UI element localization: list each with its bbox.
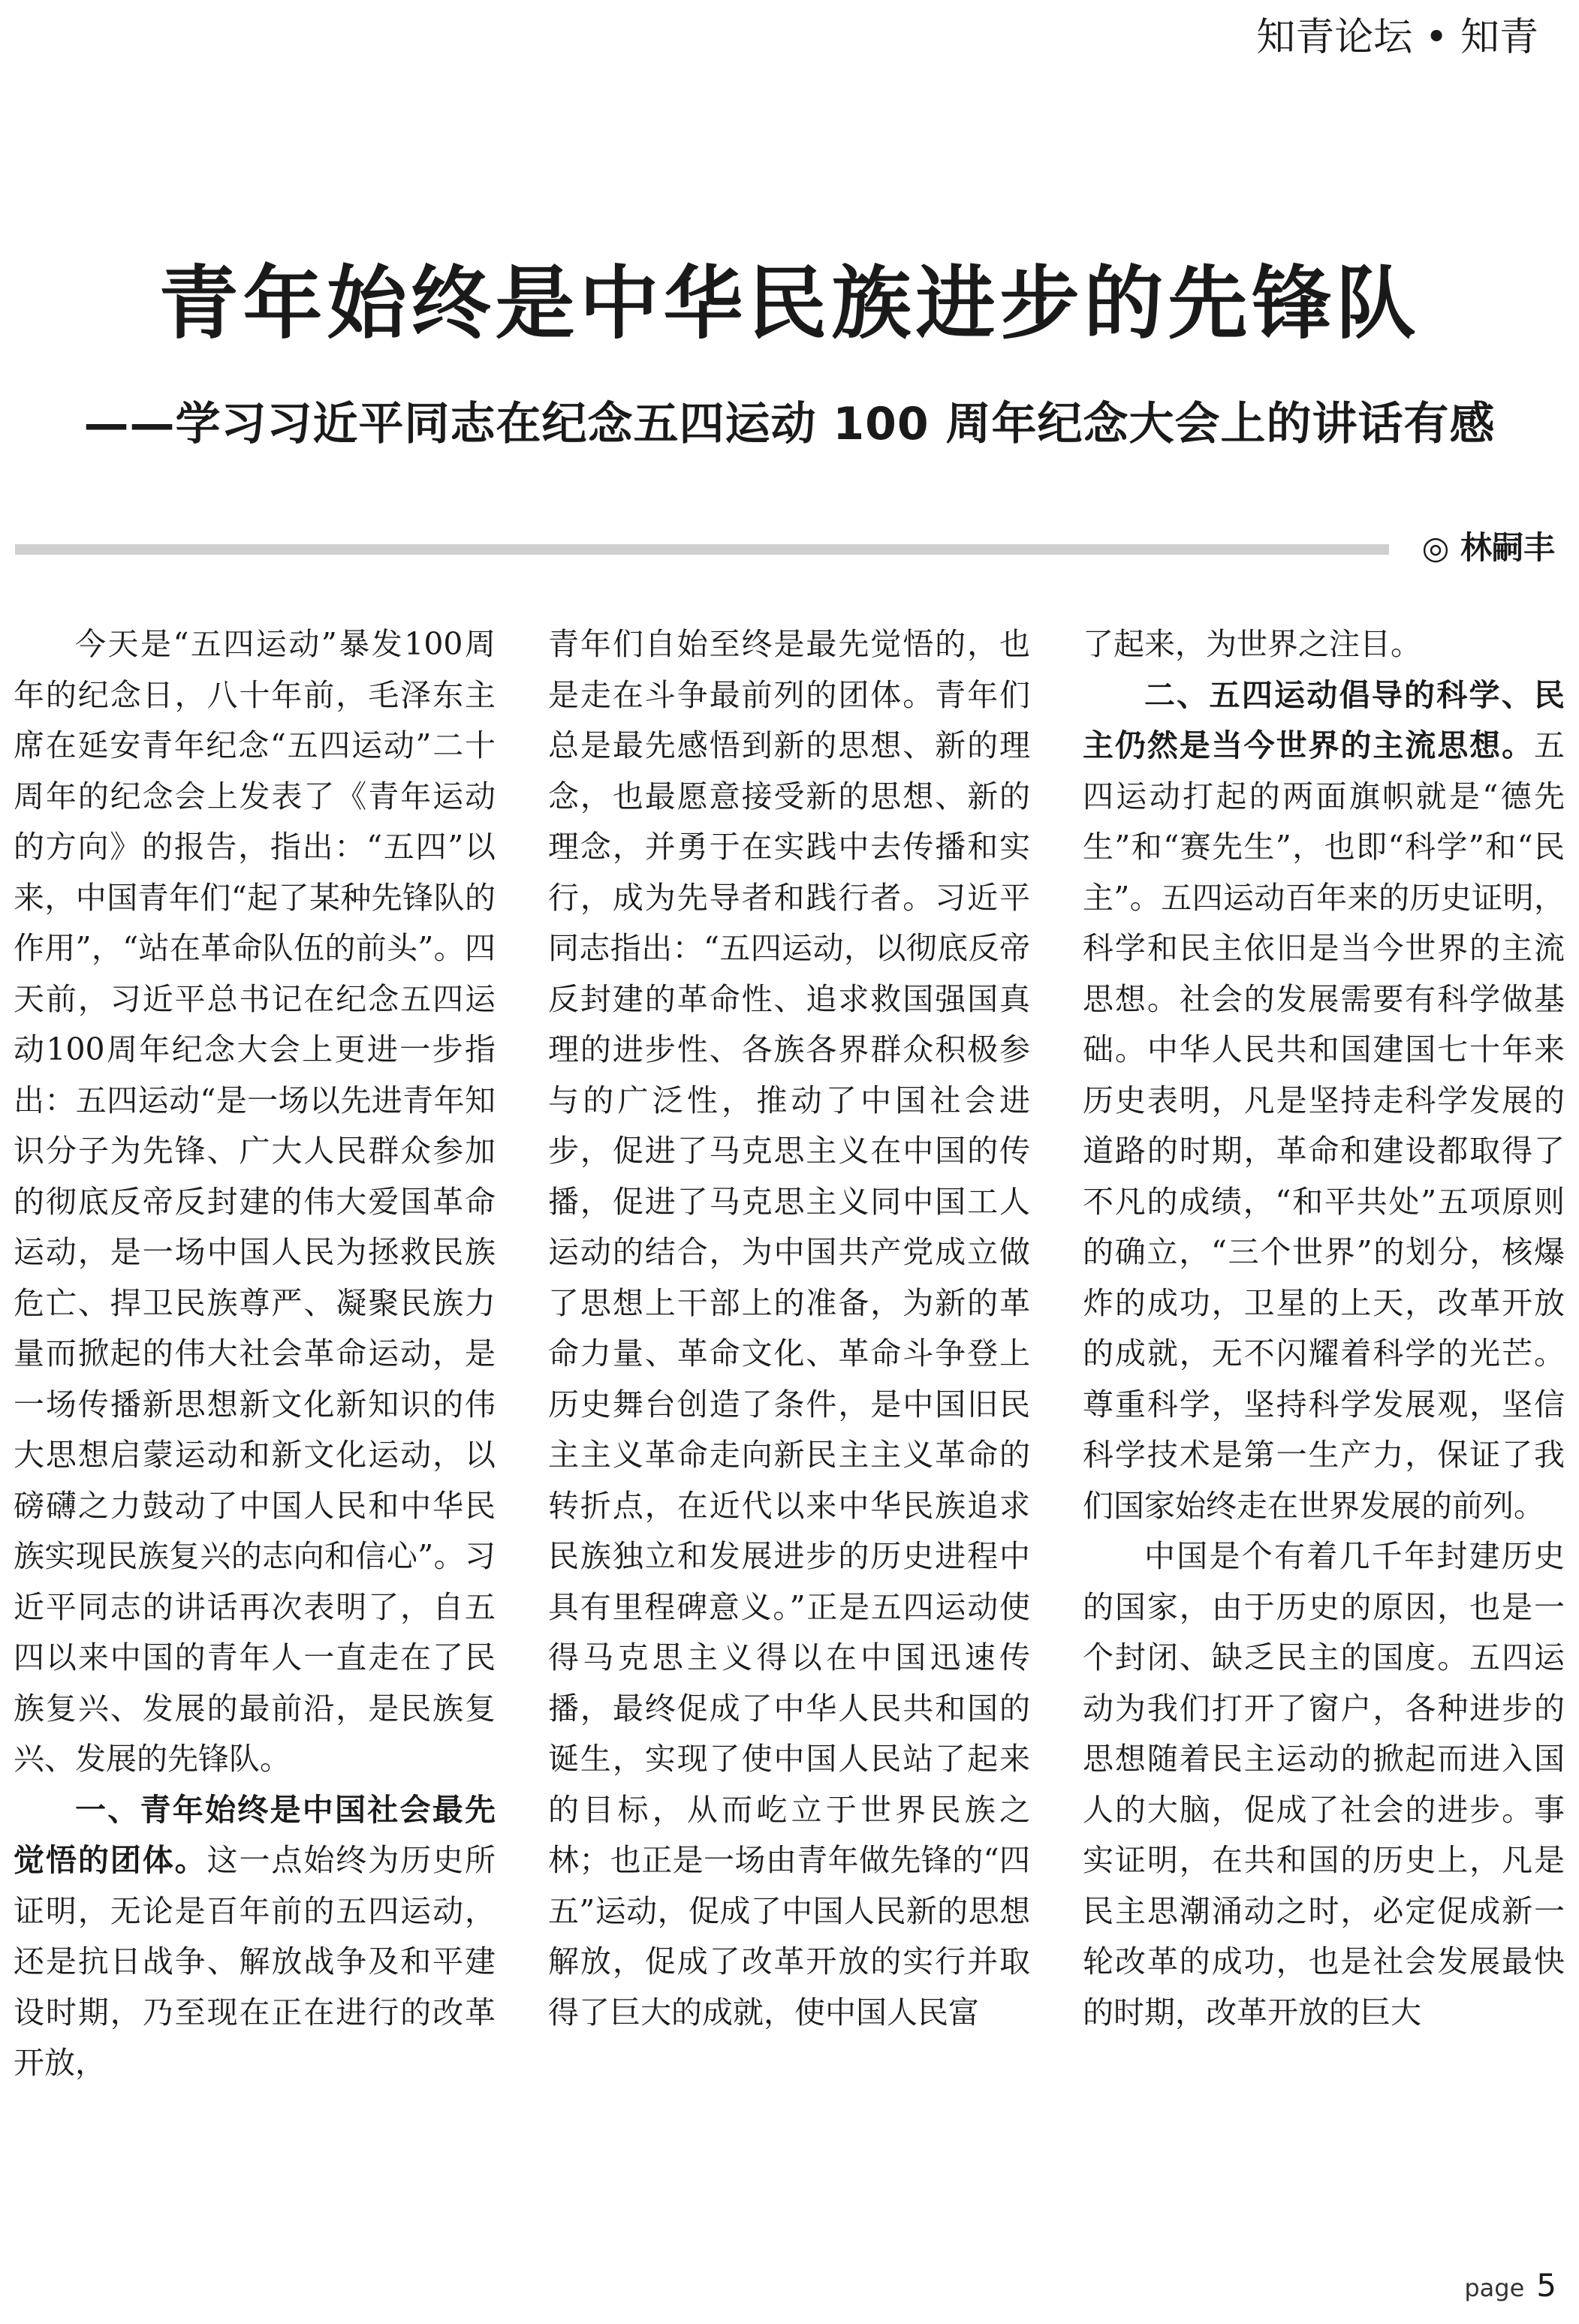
article-subtitle: ——学习习近平同志在纪念五四运动 100 周年纪念大会上的讲话有感 xyxy=(83,398,1496,450)
paragraph: 中国是个有着几千年封建历史的国家，由于历史的原因，也是一个封闭、缺乏民主的国度。五四运动为我们打开了窗户，各种进步的思想随着民主运动的掀起而进入国人的大脑，促成了社会的进步。事实证明，在共和国的历史上，凡是民主思潮涌动之时，必定促成新一轮改革的成功，也是社会发展最快的时期，改革开放的巨大 xyxy=(1083,1538,1565,2030)
paragraph: 了起来，为世界之注目。 xyxy=(1083,626,1421,662)
text-column-1 xyxy=(14,619,496,2203)
title-divider xyxy=(15,544,1389,555)
section-tag: 知青论坛 • 知青 xyxy=(1256,15,1538,60)
page-label: page xyxy=(1464,2274,1525,2302)
paragraph-with-heading xyxy=(1083,670,1565,1532)
author-byline: ◎ 林嗣丰 xyxy=(1421,529,1555,566)
section-heading-1: 一、青年始终是中国社会最先觉悟的团体。 xyxy=(14,1791,496,1878)
paragraph: 今天是“五四运动”暴发100周年的纪念日，八十年前，毛泽东主席在延安青年纪念“五四运动”二十周年的纪念会上发表了《青年运动的方向》的报告，指出：“五四”以来，中国青年们“起了某种先锋队的作用”，“站在革命队伍的前头”。四天前，习近平总书记在纪念五四运动100周年纪念大会上更进一步指出：五四运动“是一场以先进青年知识分子为先锋、广大人民群众参加的彻底反帝反封建的伟大爱国革命运动，是一场中国人民为拯救民族危亡、捍卫民族尊严、凝聚民族力量而掀起的伟大社会革命运动，是一场传播新思想新文化新知识的伟大思想启蒙运动和新文化运动，以磅礴之力鼓动了中国人民和中华民族实现民族复兴的志向和信心”。习近平同志的讲话再次表明了，自五四以来中国的青年人一直走在了民族复兴、发展的最前沿，是民族复兴、发展的先锋队。 xyxy=(14,626,496,1777)
article-title: 青年始终是中华民族进步的先锋队 xyxy=(158,257,1421,350)
page-number xyxy=(1464,2263,1556,2315)
paragraph: 青年们自始至终是最先觉悟的，也是走在斗争最前列的团体。青年们总是最先感悟到新的思想、新的理念，也最愿意接受新的思想、新的理念，并勇于在实践中去传播和实行，成为先导者和践行者。习近平同志指出：“五四运动，以彻底反帝反封建的革命性、追求救国强国真理的进步性、各族各界群众积极参与的广泛性，推动了中国社会进步，促进了马克思主义在中国的传播，促进了马克思主义同中国工人运动的结合，为中国共产党成立做了思想上干部上的准备，为新的革命力量、革命文化、革命斗争登上历史舞台创造了条件，是中国旧民主主义革命走向新民主主义革命的转折点，在近代以来中华民族追求民族独立和发展进步的历史进程中具有里程碑意义。”正是五四运动使得马克思主义得以在中国迅速传播，最终促成了中华人民共和国的诞生，实现了使中国人民站了起来的目标，从而屹立于世界民族之林；也正是一场由青年做先锋的“四五”运动，促成了中国人民新的思想解放，促成了改革开放的实行并取得了巨大的成就，使中国人民富 xyxy=(548,626,1030,2030)
paragraph-text: 这一点始终为历史所证明，无论是百年前的五四运动，还是抗日战争、解放战争及和平建设时期，乃至现在正在进行的改革开放， xyxy=(14,1842,496,2081)
article-body xyxy=(14,619,1565,2203)
paragraph-text: 五四运动打起的两面旗帜就是“德先生”和“赛先生”，也即“科学”和“民主”。五四运动百年来的历史证明，科学和民主依旧是当今世界的主流思想。社会的发展需要有科学做基础。中华人民共和国建国七十年来历史表明，凡是坚持走科学发展的道路的时期，革命和建设都取得了不凡的成绩，“和平共处”五项原则的确立，“三个世界”的划分，核爆炸的成功，卫星的上天，改革开放的成就，无不闪耀着科学的光芒。尊重科学，坚持科学发展观，坚信科学技术是第一生产力，保证了我们国家始终走在世界发展的前列。 xyxy=(1083,727,1565,1524)
section-heading-2: 二、五四运动倡导的科学、民主仍然是当今世界的主流思想。 xyxy=(1083,676,1565,763)
page-number-value: 5 xyxy=(1536,2267,1556,2304)
text-column-3 xyxy=(1083,619,1565,2203)
paragraph-with-heading xyxy=(14,1785,496,2089)
text-column-2 xyxy=(548,619,1030,2203)
